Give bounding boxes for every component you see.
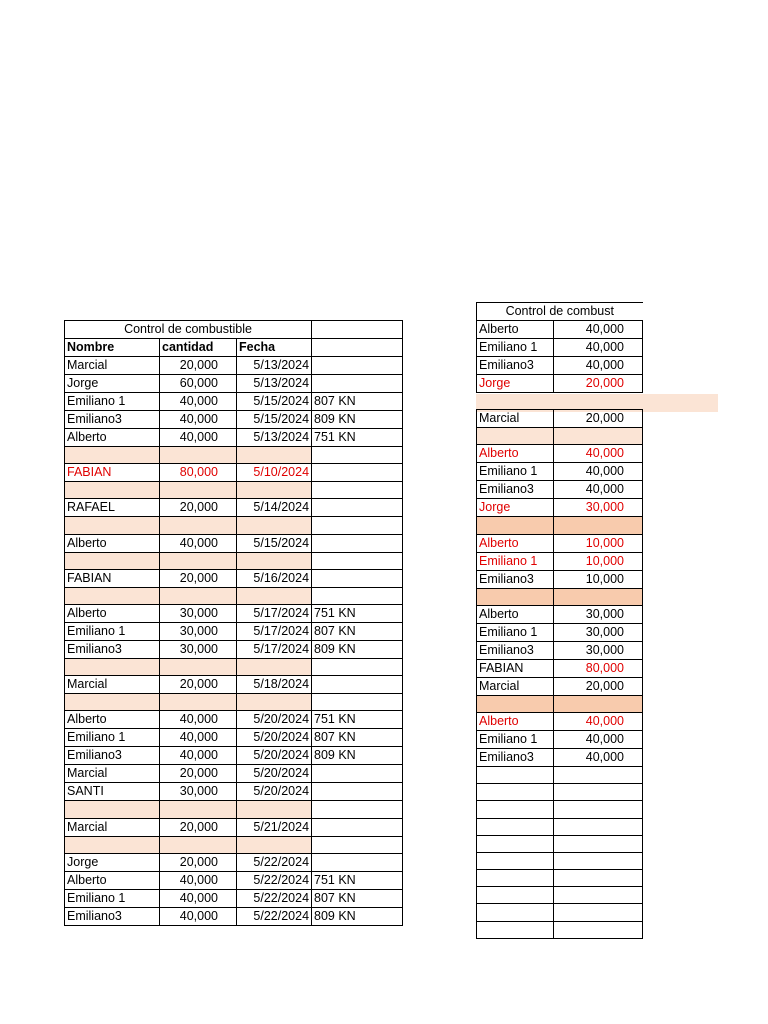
empty-cell xyxy=(477,921,554,938)
name-cell: Emiliano3 xyxy=(65,640,160,658)
amount-cell: 20,000 xyxy=(554,410,643,428)
separator-row xyxy=(65,482,403,499)
separator-row xyxy=(65,517,403,534)
table-row xyxy=(65,765,403,783)
table-row xyxy=(477,534,643,552)
table-row xyxy=(477,321,643,339)
date-cell: 5/15/2024 xyxy=(237,534,312,552)
date-cell: 5/20/2024 xyxy=(237,747,312,765)
name-cell: Emiliano 1 xyxy=(477,623,554,641)
table-row xyxy=(65,375,403,393)
empty-row xyxy=(477,921,643,938)
name-cell: Alberto xyxy=(65,871,160,889)
date-cell: 5/22/2024 xyxy=(237,889,312,907)
empty-cell xyxy=(65,801,160,818)
separator-row xyxy=(65,801,403,818)
name-cell: Emiliano 1 xyxy=(65,729,160,747)
name-cell: FABIAN xyxy=(65,464,160,482)
amount-cell: 40,000 xyxy=(160,907,237,925)
name-cell: Marcial xyxy=(477,410,554,428)
empty-cell xyxy=(160,482,237,499)
table-row xyxy=(477,623,643,641)
separator-row xyxy=(477,517,643,534)
amount-cell: 10,000 xyxy=(554,570,643,588)
empty-cell xyxy=(477,887,554,904)
amount-cell: 40,000 xyxy=(554,357,643,375)
empty-cell xyxy=(160,587,237,604)
empty-row xyxy=(477,784,643,801)
table-row xyxy=(477,463,643,481)
name-cell: Emiliano3 xyxy=(65,411,160,429)
name-cell: SANTI xyxy=(65,783,160,801)
empty-row xyxy=(477,835,643,852)
empty-cell xyxy=(312,482,403,499)
empty-cell xyxy=(65,587,160,604)
amount-cell: 40,000 xyxy=(160,871,237,889)
unit-cell: 809 KN xyxy=(312,640,403,658)
empty-cell xyxy=(312,587,403,604)
date-cell: 5/18/2024 xyxy=(237,676,312,694)
unit-cell: 809 KN xyxy=(312,907,403,925)
date-cell: 5/16/2024 xyxy=(237,569,312,587)
header-extra xyxy=(312,339,403,357)
unit-cell xyxy=(312,783,403,801)
amount-cell: 60,000 xyxy=(160,375,237,393)
amount-cell: 40,000 xyxy=(554,445,643,463)
name-cell: Alberto xyxy=(477,712,554,730)
fuel-control-table-side xyxy=(476,302,643,939)
table-row xyxy=(65,676,403,694)
empty-cell xyxy=(477,818,554,835)
empty-cell xyxy=(477,766,554,783)
name-cell: Emiliano3 xyxy=(477,748,554,766)
date-cell: 5/20/2024 xyxy=(237,711,312,729)
date-cell: 5/20/2024 xyxy=(237,765,312,783)
empty-cell xyxy=(554,428,643,445)
date-cell: 5/20/2024 xyxy=(237,783,312,801)
amount-cell: 20,000 xyxy=(160,765,237,783)
separator-row xyxy=(65,587,403,604)
unit-cell xyxy=(312,853,403,871)
table-row xyxy=(65,534,403,552)
amount-cell: 40,000 xyxy=(554,339,643,357)
empty-cell xyxy=(160,552,237,569)
table-header-row xyxy=(65,339,403,357)
unit-cell xyxy=(312,499,403,517)
name-cell: RAFAEL xyxy=(65,499,160,517)
separator-row xyxy=(65,694,403,711)
table-row xyxy=(65,569,403,587)
empty-cell xyxy=(65,552,160,569)
empty-cell xyxy=(477,428,554,445)
table-row xyxy=(65,429,403,447)
amount-cell: 10,000 xyxy=(554,552,643,570)
amount-cell: 40,000 xyxy=(554,321,643,339)
empty-cell xyxy=(312,694,403,711)
name-cell: Emiliano 1 xyxy=(477,552,554,570)
empty-cell xyxy=(237,801,312,818)
name-cell: Emiliano3 xyxy=(477,481,554,499)
name-cell: Jorge xyxy=(477,499,554,517)
empty-cell xyxy=(554,517,643,534)
table-title-row xyxy=(65,321,403,339)
name-cell: Emiliano3 xyxy=(477,641,554,659)
amount-cell: 20,000 xyxy=(554,375,643,393)
amount-cell: 40,000 xyxy=(554,712,643,730)
empty-cell xyxy=(65,836,160,853)
table-row xyxy=(65,711,403,729)
name-cell: Jorge xyxy=(65,375,160,393)
table-row xyxy=(65,393,403,411)
empty-cell xyxy=(312,801,403,818)
amount-cell: 30,000 xyxy=(160,783,237,801)
name-cell: Emiliano 1 xyxy=(477,339,554,357)
table-title-row xyxy=(477,303,643,321)
empty-cell xyxy=(160,801,237,818)
empty-cell xyxy=(65,658,160,675)
table-row xyxy=(477,641,643,659)
table-row xyxy=(477,570,643,588)
date-cell: 5/13/2024 xyxy=(237,357,312,375)
name-cell: Alberto xyxy=(477,445,554,463)
amount-cell: 30,000 xyxy=(160,604,237,622)
amount-cell: 40,000 xyxy=(554,748,643,766)
date-cell: 5/21/2024 xyxy=(237,818,312,836)
gap-row xyxy=(477,393,643,410)
empty-cell xyxy=(554,801,643,818)
table-row xyxy=(65,889,403,907)
amount-cell: 40,000 xyxy=(160,747,237,765)
unit-cell: 807 KN xyxy=(312,393,403,411)
amount-cell: 30,000 xyxy=(554,499,643,517)
empty-cell xyxy=(477,517,554,534)
name-cell: Alberto xyxy=(477,605,554,623)
header-nombre: Nombre xyxy=(65,339,160,357)
unit-cell: 809 KN xyxy=(312,747,403,765)
unit-cell xyxy=(312,676,403,694)
amount-cell: 20,000 xyxy=(160,818,237,836)
empty-cell xyxy=(554,921,643,938)
date-cell: 5/22/2024 xyxy=(237,907,312,925)
amount-cell: 40,000 xyxy=(160,411,237,429)
empty-cell xyxy=(477,852,554,869)
empty-cell xyxy=(237,482,312,499)
table-row xyxy=(477,552,643,570)
table-row xyxy=(477,410,643,428)
separator-row xyxy=(477,588,643,605)
date-cell: 5/15/2024 xyxy=(237,393,312,411)
date-cell: 5/15/2024 xyxy=(237,411,312,429)
table-row xyxy=(477,445,643,463)
empty-cell xyxy=(237,694,312,711)
table-row xyxy=(65,499,403,517)
name-cell: Emiliano3 xyxy=(477,357,554,375)
amount-cell: 40,000 xyxy=(554,481,643,499)
empty-cell xyxy=(237,836,312,853)
unit-cell: 807 KN xyxy=(312,729,403,747)
empty-cell xyxy=(237,517,312,534)
empty-cell xyxy=(554,852,643,869)
empty-cell xyxy=(160,694,237,711)
amount-cell: 10,000 xyxy=(554,534,643,552)
table-row xyxy=(65,907,403,925)
empty-cell xyxy=(477,904,554,921)
table-row xyxy=(477,357,643,375)
name-cell: Alberto xyxy=(477,321,554,339)
table-row xyxy=(65,818,403,836)
table-row xyxy=(477,375,643,393)
unit-cell: 751 KN xyxy=(312,604,403,622)
name-cell: Marcial xyxy=(65,357,160,375)
name-cell: Emiliano 1 xyxy=(477,463,554,481)
separator-row xyxy=(477,428,643,445)
table-row xyxy=(477,712,643,730)
table-row xyxy=(65,783,403,801)
unit-cell: 751 KN xyxy=(312,711,403,729)
date-cell: 5/14/2024 xyxy=(237,499,312,517)
empty-cell xyxy=(554,695,643,712)
name-cell: Emiliano3 xyxy=(65,747,160,765)
name-cell: Alberto xyxy=(477,534,554,552)
empty-cell xyxy=(477,801,554,818)
empty-row xyxy=(477,766,643,783)
amount-cell: 20,000 xyxy=(160,853,237,871)
empty-cell xyxy=(237,552,312,569)
empty-cell xyxy=(554,588,643,605)
name-cell: Alberto xyxy=(65,711,160,729)
amount-cell: 30,000 xyxy=(160,622,237,640)
name-cell: FABIAN xyxy=(65,569,160,587)
table-row xyxy=(477,748,643,766)
date-cell: 5/20/2024 xyxy=(237,729,312,747)
name-cell: FABIAN xyxy=(477,659,554,677)
empty-cell xyxy=(477,393,643,410)
empty-cell xyxy=(554,887,643,904)
empty-cell xyxy=(160,517,237,534)
name-cell: Emiliano 1 xyxy=(65,622,160,640)
unit-cell: 807 KN xyxy=(312,622,403,640)
table-row xyxy=(65,357,403,375)
table-row xyxy=(65,640,403,658)
name-cell: Marcial xyxy=(65,676,160,694)
empty-cell xyxy=(312,836,403,853)
table-row xyxy=(477,659,643,677)
name-cell: Emiliano 1 xyxy=(65,889,160,907)
date-cell: 5/17/2024 xyxy=(237,622,312,640)
table-title: Control de combustible xyxy=(65,321,312,339)
table-title: Control de combust xyxy=(477,303,643,321)
amount-cell: 80,000 xyxy=(160,464,237,482)
header-cantidad: cantidad xyxy=(160,339,237,357)
table-row xyxy=(65,622,403,640)
empty-cell xyxy=(160,836,237,853)
separator-row xyxy=(65,836,403,853)
name-cell: Emiliano3 xyxy=(477,570,554,588)
name-cell: Alberto xyxy=(65,604,160,622)
table-row xyxy=(477,730,643,748)
table-row xyxy=(477,339,643,357)
unit-cell xyxy=(312,534,403,552)
name-cell: Emiliano 1 xyxy=(477,730,554,748)
table-row xyxy=(477,499,643,517)
amount-cell: 20,000 xyxy=(160,569,237,587)
amount-cell: 30,000 xyxy=(160,640,237,658)
unit-cell: 751 KN xyxy=(312,429,403,447)
name-cell: Jorge xyxy=(477,375,554,393)
unit-cell xyxy=(312,357,403,375)
unit-cell: 809 KN xyxy=(312,411,403,429)
table-row xyxy=(477,481,643,499)
date-cell: 5/22/2024 xyxy=(237,871,312,889)
table-row xyxy=(65,747,403,765)
empty-cell xyxy=(554,870,643,887)
amount-cell: 20,000 xyxy=(160,676,237,694)
empty-cell xyxy=(477,695,554,712)
amount-cell: 20,000 xyxy=(554,677,643,695)
empty-cell xyxy=(160,447,237,464)
date-cell: 5/10/2024 xyxy=(237,464,312,482)
date-cell: 5/22/2024 xyxy=(237,853,312,871)
empty-cell xyxy=(554,784,643,801)
name-cell: Emiliano3 xyxy=(65,907,160,925)
name-cell: Alberto xyxy=(65,429,160,447)
empty-cell xyxy=(477,784,554,801)
unit-cell xyxy=(312,375,403,393)
empty-cell xyxy=(65,694,160,711)
separator-row xyxy=(477,695,643,712)
date-cell: 5/17/2024 xyxy=(237,640,312,658)
amount-cell: 40,000 xyxy=(160,429,237,447)
name-cell: Marcial xyxy=(65,818,160,836)
empty-row xyxy=(477,801,643,818)
empty-cell xyxy=(312,658,403,675)
separator-row xyxy=(65,552,403,569)
empty-cell xyxy=(554,835,643,852)
empty-cell xyxy=(237,587,312,604)
name-cell: Marcial xyxy=(65,765,160,783)
amount-cell: 40,000 xyxy=(160,393,237,411)
empty-row xyxy=(477,818,643,835)
empty-cell xyxy=(312,447,403,464)
date-cell: 5/17/2024 xyxy=(237,604,312,622)
table-row xyxy=(65,604,403,622)
table-row xyxy=(477,605,643,623)
table-row xyxy=(65,853,403,871)
amount-cell: 30,000 xyxy=(554,623,643,641)
unit-cell xyxy=(312,569,403,587)
unit-cell xyxy=(312,765,403,783)
unit-cell: 807 KN xyxy=(312,889,403,907)
amount-cell: 80,000 xyxy=(554,659,643,677)
table-row xyxy=(477,677,643,695)
unit-cell xyxy=(312,464,403,482)
empty-cell xyxy=(477,835,554,852)
empty-cell xyxy=(237,447,312,464)
empty-row xyxy=(477,852,643,869)
amount-cell: 40,000 xyxy=(160,729,237,747)
separator-row xyxy=(65,658,403,675)
amount-cell: 20,000 xyxy=(160,357,237,375)
amount-cell: 30,000 xyxy=(554,605,643,623)
header-fecha: Fecha xyxy=(237,339,312,357)
name-cell: Jorge xyxy=(65,853,160,871)
amount-cell: 40,000 xyxy=(160,889,237,907)
amount-cell: 40,000 xyxy=(554,730,643,748)
empty-cell xyxy=(312,552,403,569)
empty-row xyxy=(477,870,643,887)
amount-cell: 40,000 xyxy=(554,463,643,481)
table-row xyxy=(65,871,403,889)
table-row xyxy=(65,464,403,482)
empty-cell xyxy=(160,658,237,675)
date-cell: 5/13/2024 xyxy=(237,429,312,447)
unit-cell: 751 KN xyxy=(312,871,403,889)
empty-cell xyxy=(65,517,160,534)
amount-cell: 30,000 xyxy=(554,641,643,659)
empty-row xyxy=(477,904,643,921)
unit-cell xyxy=(312,818,403,836)
amount-cell: 40,000 xyxy=(160,534,237,552)
fuel-control-table-main xyxy=(64,320,403,926)
empty-cell xyxy=(477,870,554,887)
amount-cell: 20,000 xyxy=(160,499,237,517)
empty-row xyxy=(477,887,643,904)
empty-cell xyxy=(65,482,160,499)
empty-cell xyxy=(554,818,643,835)
empty-cell xyxy=(554,766,643,783)
empty-cell xyxy=(477,588,554,605)
empty-cell xyxy=(312,517,403,534)
empty-cell xyxy=(65,447,160,464)
empty-cell xyxy=(237,658,312,675)
empty-cell xyxy=(554,904,643,921)
name-cell: Alberto xyxy=(65,534,160,552)
date-cell: 5/13/2024 xyxy=(237,375,312,393)
name-cell: Marcial xyxy=(477,677,554,695)
table-row xyxy=(65,729,403,747)
name-cell: Emiliano 1 xyxy=(65,393,160,411)
separator-row xyxy=(65,447,403,464)
table-row xyxy=(65,411,403,429)
amount-cell: 40,000 xyxy=(160,711,237,729)
